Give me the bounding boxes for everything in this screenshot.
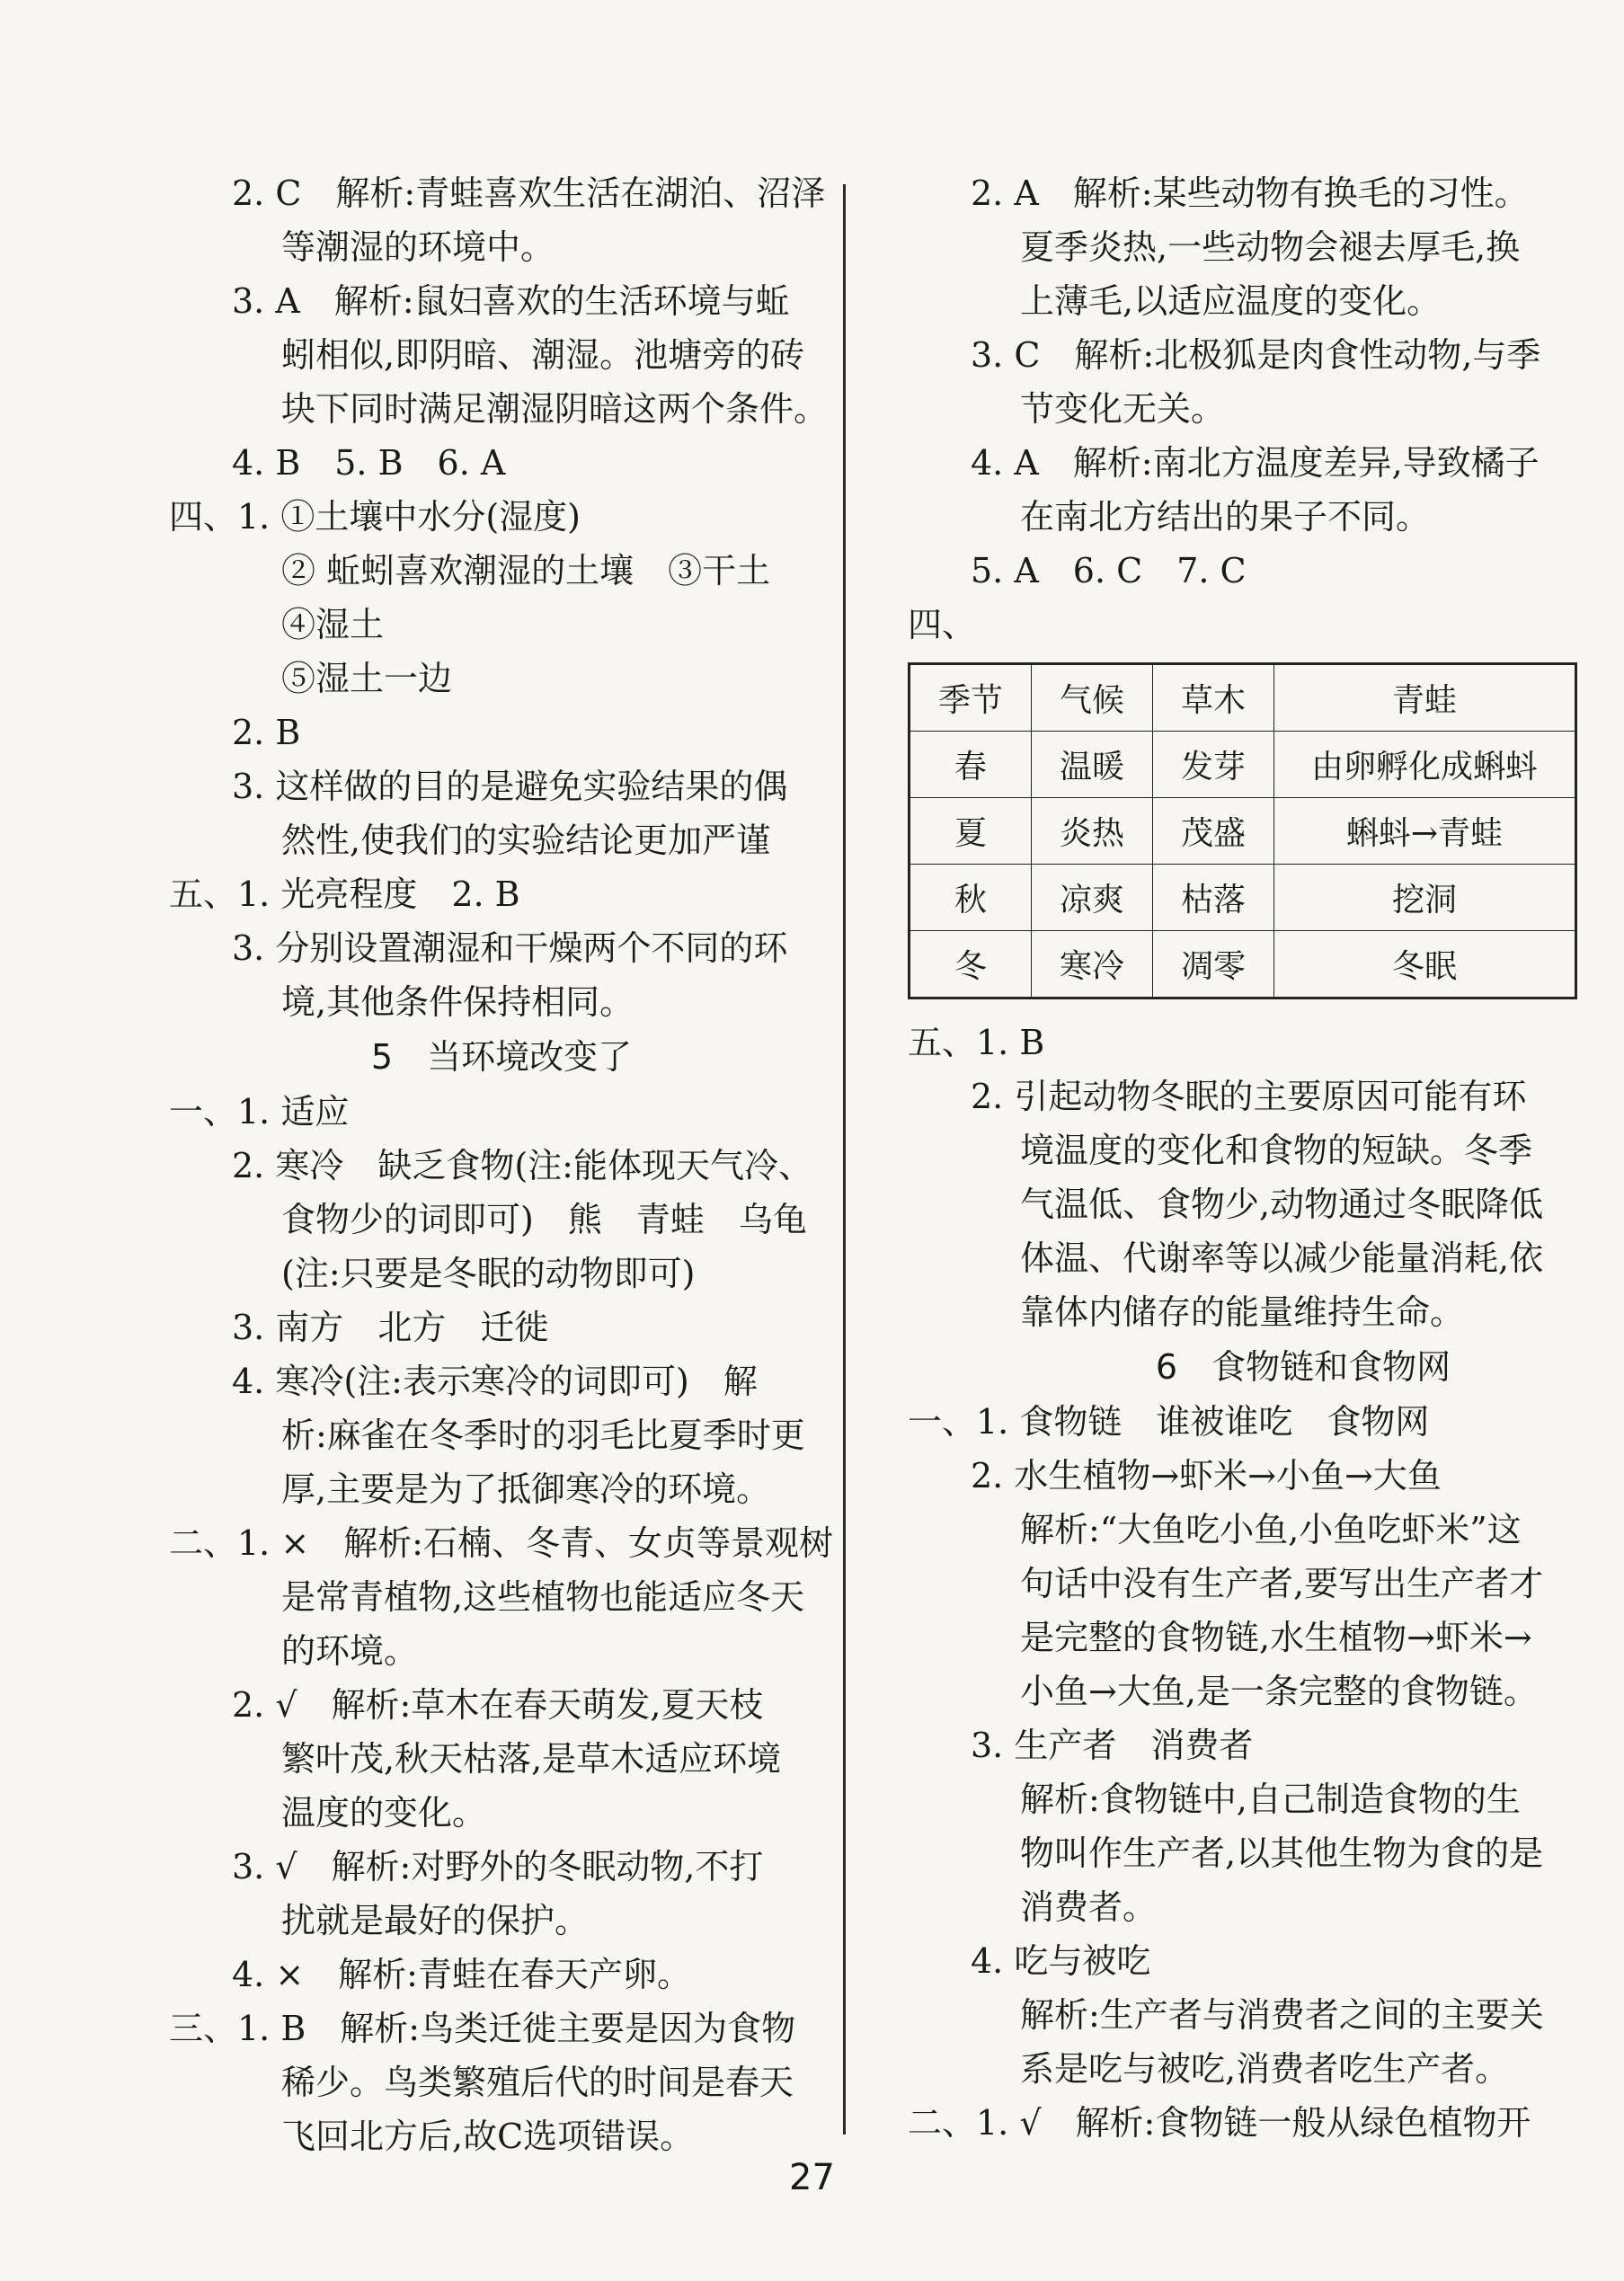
right-column: [908, 166, 1624, 2150]
text-line: 体温、代谢率等以减少能量消耗,依: [1020, 1238, 1544, 1278]
table-cell: 挖洞: [1274, 865, 1576, 931]
table-cell: 夏: [910, 798, 1032, 865]
page-number: 27: [789, 2157, 835, 2198]
table-cell: 枯落: [1153, 865, 1274, 931]
text-line: ⑤湿土一边: [281, 659, 453, 698]
table-cell: 炎热: [1032, 798, 1153, 865]
text-line: 析:麻雀在冬季时的羽毛比夏季时更: [281, 1416, 805, 1455]
text-line: 4. 吃与被吃: [971, 1941, 1151, 1981]
text-line: 2. 水生植物→虾米→小鱼→大鱼: [971, 1456, 1442, 1496]
season-table: [908, 662, 1577, 999]
text-line: 3. 这样做的目的是避免实验结果的偶: [232, 767, 788, 806]
text-line: 2. 寒冷 缺乏食物(注:能体现天气冷、: [232, 1146, 812, 1185]
text-line: 4. × 解析:青蛙在春天产卵。: [232, 1955, 691, 1994]
text-line: 气温低、食物少,动物通过冬眠降低: [1020, 1185, 1544, 1224]
text-line: 是常青植物,这些植物也能适应冬天: [281, 1577, 805, 1617]
text-line: 块下同时满足潮湿阴暗这两个条件。: [281, 389, 829, 429]
text-line: 稀少。鸟类繁殖后代的时间是春天: [281, 2063, 794, 2102]
table-cell: 由卵孵化成蝌蚪: [1274, 732, 1576, 798]
text-line: 2. 引起动物冬眠的主要原因可能有环: [971, 1077, 1527, 1116]
text-line: 解析:食物链中,自己制造食物的生: [1020, 1780, 1521, 1819]
table-row: [910, 865, 1576, 931]
text-line: 消费者。: [1020, 1887, 1158, 1927]
table-row: [910, 732, 1576, 798]
text-line: 的环境。: [281, 1631, 419, 1671]
text-line: 3. 分别设置潮湿和干燥两个不同的环: [232, 928, 788, 968]
text-line: 2. A 解析:某些动物有换毛的习性。: [971, 173, 1529, 213]
table-cell: 凉爽: [1032, 865, 1153, 931]
text-line: 小鱼→大鱼,是一条完整的食物链。: [1020, 1672, 1538, 1711]
table-cell: 蝌蚪→青蛙: [1274, 798, 1576, 865]
right-top-text: [908, 166, 1624, 652]
text-line: 扰就是最好的保护。: [281, 1901, 590, 1940]
table-row: [910, 798, 1576, 865]
text-line: 五、1. 光亮程度 2. B: [169, 874, 520, 914]
table-header-cell: 草木: [1153, 664, 1274, 732]
text-line: 2. B: [232, 713, 301, 752]
text-line: 上薄毛,以适应温度的变化。: [1020, 281, 1442, 321]
table-cell: 冬: [910, 931, 1032, 998]
text-line: 4. A 解析:南北方温度差异,导致橘子: [971, 443, 1540, 483]
text-line: 解析:生产者与消费者之间的主要关: [1020, 1995, 1544, 2035]
text-line: 一、1. 适应: [169, 1092, 350, 1132]
text-line: 等潮湿的环境中。: [281, 227, 555, 267]
text-line: 3. 南方 北方 迁徙: [232, 1308, 549, 1347]
text-line: 5. A 6. C 7. C: [971, 551, 1247, 590]
text-line: 然性,使我们的实验结论更加严谨: [281, 821, 771, 860]
text-line: 食物少的词即可) 熊 青蛙 乌龟: [281, 1200, 807, 1239]
left-column: [169, 166, 834, 2163]
text-line: 3. 生产者 消费者: [971, 1726, 1254, 1765]
table-cell: 凋零: [1153, 931, 1274, 998]
text-line: 是完整的食物链,水生植物→虾米→: [1020, 1618, 1532, 1657]
text-line: 夏季炎热,一些动物会褪去厚毛,换: [1020, 227, 1521, 267]
text-line: 2. C 解析:青蛙喜欢生活在湖泊、沼泽: [232, 173, 826, 213]
text-line: 在南北方结出的果子不同。: [1020, 497, 1431, 537]
text-line: 4. 寒冷(注:表示寒冷的词即可) 解: [232, 1362, 758, 1401]
text-line: 物叫作生产者,以其他生物为食的是: [1020, 1833, 1544, 1873]
text-line: 3. C 解析:北极狐是肉食性动物,与季: [971, 335, 1541, 375]
text-line: 二、1. × 解析:石楠、冬青、女贞等景观树: [169, 1523, 833, 1563]
table-cell: 茂盛: [1153, 798, 1274, 865]
text-line: 四、1. ①土壤中水分(湿度): [169, 497, 581, 537]
text-line: 厚,主要是为了抵御寒冷的环境。: [281, 1469, 771, 1509]
text-line: 靠体内储存的能量维持生命。: [1020, 1292, 1465, 1332]
text-line: 3. A 解析:鼠妇喜欢的生活环境与蚯: [232, 281, 790, 321]
table-cell: 冬眠: [1274, 931, 1576, 998]
text-line: 蚓相似,即阴暗、潮湿。池塘旁的砖: [281, 335, 805, 375]
text-line: ④湿土: [281, 605, 385, 644]
text-line: 系是吃与被吃,消费者吃生产者。: [1020, 2049, 1510, 2089]
text-line: 2. √ 解析:草木在春天萌发,夏天枝: [232, 1685, 764, 1725]
table-header-row: [910, 664, 1576, 732]
table-cell: 发芽: [1153, 732, 1274, 798]
table-header-cell: 青蛙: [1274, 664, 1576, 732]
text-line: 节变化无关。: [1020, 389, 1226, 429]
text-line: 三、1. B 解析:鸟类迁徙主要是因为食物: [169, 2009, 796, 2048]
section-heading: 5 当环境改变了: [370, 1037, 633, 1077]
text-line: 温度的变化。: [281, 1793, 487, 1833]
table-header-cell: 气候: [1032, 664, 1153, 732]
text-line: ② 蚯蚓喜欢潮湿的土壤 ③干土: [281, 551, 771, 590]
text-line: 3. √ 解析:对野外的冬眠动物,不打: [232, 1847, 764, 1886]
text-line: 飞回北方后,故C选项错误。: [281, 2117, 695, 2156]
table-cell: 温暖: [1032, 732, 1153, 798]
text-line: 句话中没有生产者,要写出生产者才: [1020, 1564, 1544, 1603]
text-line: 境温度的变化和食物的短缺。冬季: [1020, 1131, 1533, 1170]
text-line: 繁叶茂,秋天枯落,是草木适应环境: [281, 1739, 782, 1779]
text-line: 4. B 5. B 6. A: [232, 443, 506, 483]
text-line: 境,其他条件保持相同。: [281, 982, 635, 1022]
text-line: 一、1. 食物链 谁被谁吃 食物网: [908, 1402, 1430, 1442]
column-divider: [843, 184, 846, 2135]
text-line: (注:只要是冬眠的动物即可): [281, 1254, 696, 1293]
table-cell: 春: [910, 732, 1032, 798]
table-cell: 寒冷: [1032, 931, 1153, 998]
table-header-cell: 季节: [910, 664, 1032, 732]
table-row: [910, 931, 1576, 998]
text-line: 解析:“大鱼吃小鱼,小鱼吃虾米”这: [1020, 1510, 1522, 1549]
section-heading: 6 食物链和食物网: [1155, 1347, 1451, 1387]
right-bottom-text: [908, 1016, 1624, 2150]
text-line: 四、: [908, 605, 977, 644]
table-cell: 秋: [910, 865, 1032, 931]
text-line: 五、1. B: [908, 1023, 1045, 1062]
text-line: 二、1. √ 解析:食物链一般从绿色植物开: [908, 2103, 1531, 2143]
